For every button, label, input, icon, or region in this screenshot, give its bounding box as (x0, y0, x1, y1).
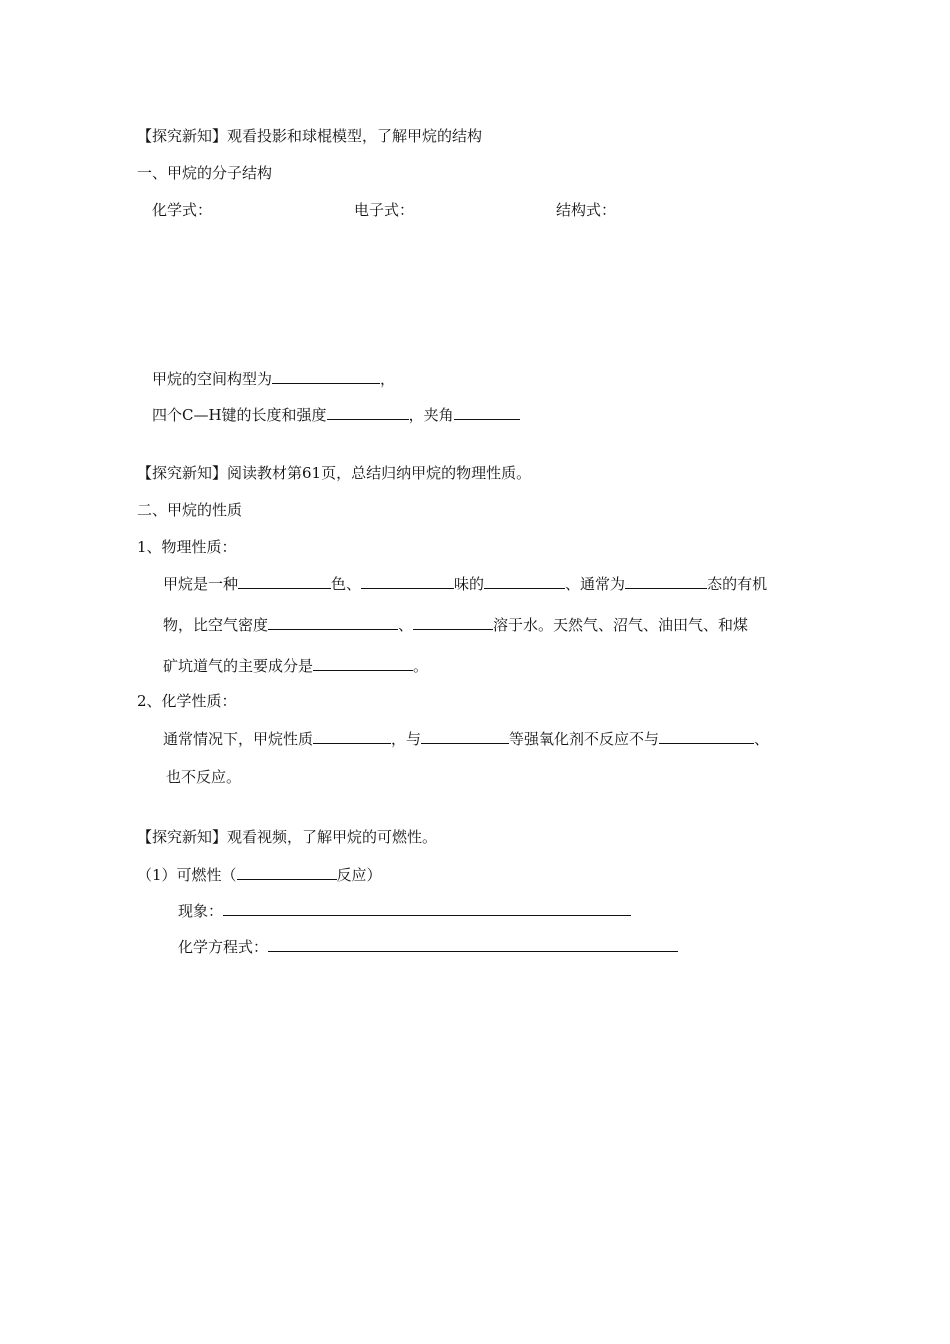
bond-middle: ，夹角 (408, 406, 454, 424)
p1-text-d: 、通常为 (565, 575, 626, 593)
p1-text-b: 色、 (331, 575, 362, 593)
stability-blank[interactable] (313, 728, 391, 744)
spatial-config-prefix: 甲烷的空间构型为 (152, 370, 273, 388)
nonreactive-blank[interactable] (659, 728, 754, 744)
section2-heading: 【探究新知】阅读教材第61页，总结归纳甲烷的物理性质。 (137, 464, 532, 482)
equation-line (178, 936, 678, 957)
p2-text-b: 、 (398, 616, 414, 634)
equation-label: 化学方程式： (178, 938, 269, 956)
oxidizer-blank[interactable] (421, 728, 509, 744)
spatial-config-line (152, 368, 395, 389)
spatial-config-suffix: ， (380, 370, 396, 388)
electron-formula-label: 电子式： (354, 201, 415, 219)
p1-text-e: 态的有机 (707, 575, 768, 593)
equation-blank[interactable] (268, 936, 678, 952)
state-blank[interactable] (625, 573, 707, 589)
p2-text-a: 物，比空气密度 (163, 616, 269, 634)
chemical-line-1 (163, 728, 769, 749)
p3-text-a: 矿坑道气的主要成分是 (163, 657, 314, 675)
bond-strength-blank[interactable] (327, 404, 409, 420)
physical-properties-title: 1、物理性质： (137, 538, 237, 556)
density-blank[interactable] (268, 614, 398, 630)
main-component-blank[interactable] (313, 655, 413, 671)
section3-heading: 【探究新知】观看视频，了解甲烷的可燃性。 (137, 828, 438, 846)
reaction-type-blank[interactable] (237, 864, 337, 880)
phenomenon-label: 现象： (178, 902, 224, 920)
c1-text-a: 通常情况下，甲烷性质 (163, 730, 314, 748)
odor-blank[interactable] (361, 573, 454, 589)
section1-heading: 【探究新知】观看投影和球棍模型，了解甲烷的结构 (137, 127, 483, 145)
p1-text-a: 甲烷是一种 (163, 575, 239, 593)
structural-formula-label: 结构式： (556, 201, 617, 219)
combustibility-line (137, 864, 382, 885)
gas-type-blank[interactable] (484, 573, 565, 589)
physical-line-1 (163, 573, 767, 594)
p3-text-b: 。 (413, 657, 429, 675)
combustibility-suffix: 反应） (336, 866, 382, 884)
phenomenon-line (178, 900, 631, 921)
chemical-line-2: 也不反应。 (166, 768, 242, 786)
color-blank[interactable] (238, 573, 331, 589)
formula-label: 化学式： (152, 201, 213, 219)
chemical-properties-title: 2、化学性质： (137, 692, 237, 710)
bond-line (152, 404, 520, 425)
solubility-blank[interactable] (413, 614, 493, 630)
physical-line-3 (163, 655, 428, 676)
combustibility-prefix: （1）可燃性（ (137, 866, 237, 884)
section2-title: 二、甲烷的性质 (137, 501, 243, 519)
section1-title: 一、甲烷的分子结构 (137, 164, 273, 182)
bond-angle-blank[interactable] (454, 404, 520, 420)
bond-prefix: 四个C—H键的长度和强度 (152, 406, 327, 424)
spatial-config-blank[interactable] (272, 368, 380, 384)
p2-text-c: 溶于水。天然气、沼气、油田气、和煤 (493, 616, 749, 634)
c1-text-c: 等强氧化剂不反应不与 (509, 730, 660, 748)
c1-text-b: ，与 (391, 730, 422, 748)
physical-line-2 (163, 614, 748, 635)
c1-text-d: 、 (754, 730, 770, 748)
p1-text-c: 味的 (454, 575, 485, 593)
phenomenon-blank[interactable] (223, 900, 631, 916)
